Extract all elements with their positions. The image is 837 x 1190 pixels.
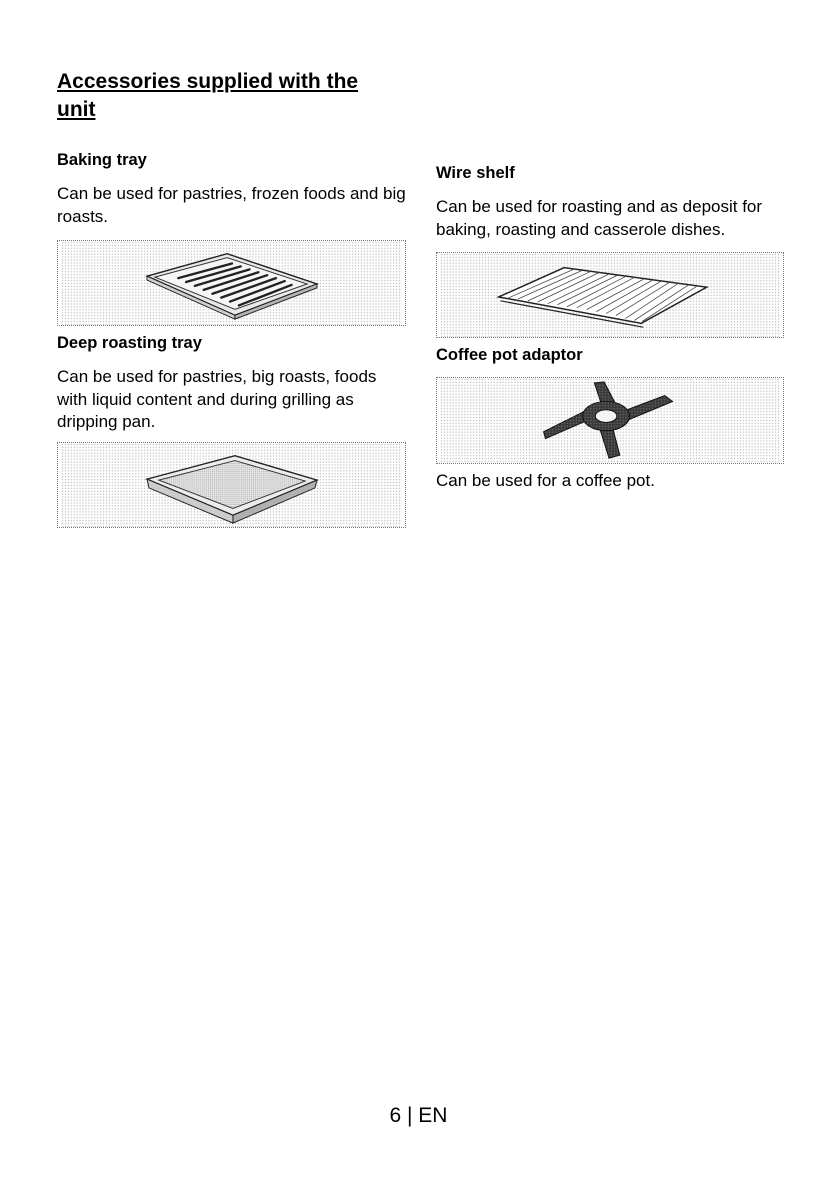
baking-tray-description: Can be used for pastries, frozen foods and big roasts. — [57, 184, 406, 226]
baking-tray-icon — [58, 241, 405, 325]
coffee-pot-adaptor-figure — [436, 377, 784, 464]
deep-roasting-tray-icon — [58, 443, 405, 527]
section-title: Accessories supplied with the unit — [57, 70, 359, 121]
deep-roasting-tray-description: Can be used for pastries, big roasts, foods with liquid content and during grilling as dripping pan. — [57, 367, 377, 431]
coffee-pot-adaptor-description: Can be used for a coffee pot. — [436, 471, 655, 490]
coffee-pot-adaptor-heading: Coffee pot adaptor — [436, 346, 583, 364]
wire-shelf-description: Can be used for roasting and as deposit for baking, roasting and casserole dishes. — [436, 197, 763, 239]
wire-shelf-icon — [437, 253, 783, 337]
deep-roasting-tray-figure — [57, 442, 406, 528]
coffee-pot-adaptor-icon — [437, 378, 783, 463]
page-number: 6 | EN — [389, 1104, 448, 1127]
baking-tray-heading: Baking tray — [57, 151, 147, 169]
baking-tray-figure — [57, 240, 406, 326]
wire-shelf-figure — [436, 252, 784, 338]
wire-shelf-heading: Wire shelf — [436, 164, 515, 182]
deep-roasting-tray-heading: Deep roasting tray — [57, 334, 202, 352]
